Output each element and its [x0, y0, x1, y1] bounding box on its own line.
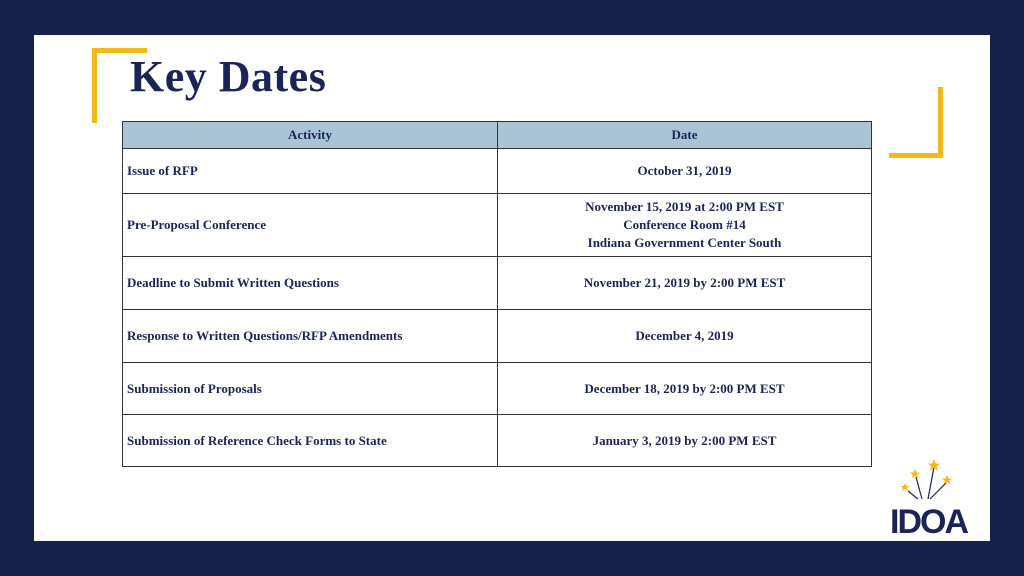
- corner-bracket-right-vertical: [938, 87, 943, 158]
- date-cell: [498, 310, 872, 363]
- date-cell: [498, 363, 872, 415]
- fireworks-stars-icon: [890, 455, 982, 507]
- corner-bracket-right: [889, 153, 943, 158]
- table-row: [123, 194, 872, 257]
- activity-cell: Submission of Proposals: [123, 363, 498, 415]
- date-cell: [498, 194, 872, 257]
- date-text: December 18, 2019 by 2:00 PM EST: [584, 380, 785, 396]
- date-cell: [498, 415, 872, 467]
- date-text: November 15, 2019 at 2:00 PM EST: [585, 199, 784, 214]
- column-header-activity: Activity: [123, 122, 498, 149]
- activity-cell: Response to Written Questions/RFP Amendments: [123, 310, 498, 363]
- location-building-text: Indiana Government Center South: [587, 235, 782, 250]
- activity-cell: Submission of Reference Check Forms to State: [123, 415, 498, 467]
- activity-cell: Issue of RFP: [123, 149, 498, 194]
- date-text: November 21, 2019 by 2:00 PM EST: [583, 275, 786, 290]
- date-cell: [498, 257, 872, 310]
- table-row: [123, 149, 872, 194]
- date-text: October 31, 2019: [637, 163, 732, 178]
- table-row: [123, 363, 872, 415]
- table-row: [123, 415, 872, 467]
- key-dates-table: [122, 121, 872, 467]
- idoa-logo-text: IDOA: [890, 503, 967, 541]
- column-header-date: Date: [498, 122, 872, 149]
- date-text: December 4, 2019: [635, 328, 734, 343]
- location-room-text: Conference Room #14: [623, 217, 746, 232]
- corner-bracket-top-left-vertical: [92, 48, 97, 123]
- activity-cell: Deadline to Submit Written Questions: [123, 257, 498, 310]
- table-row: [123, 310, 872, 363]
- slide: [34, 35, 990, 541]
- table-header-row: [123, 122, 872, 149]
- date-cell: [498, 149, 872, 194]
- table-row: [123, 257, 872, 310]
- date-text: January 3, 2019 by 2:00 PM EST: [592, 432, 777, 448]
- slide-title: Key Dates: [130, 52, 327, 101]
- activity-cell: Pre-Proposal Conference: [123, 194, 498, 257]
- idoa-logo: [890, 455, 982, 541]
